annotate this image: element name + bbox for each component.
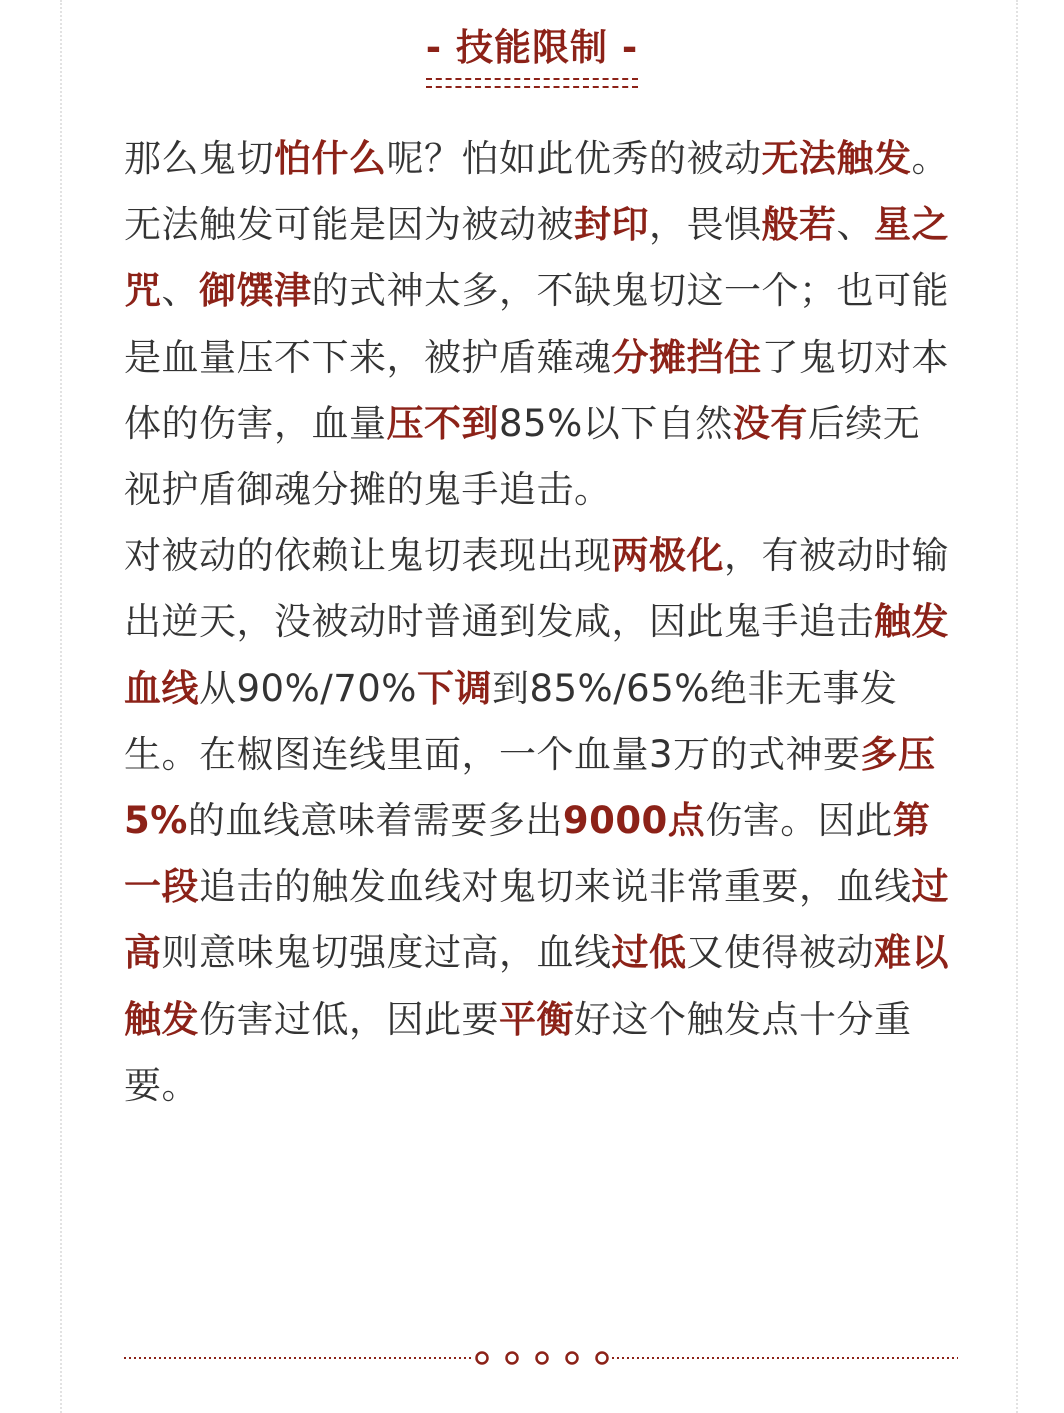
section-heading: [0, 22, 1064, 98]
divider-ring: [477, 1353, 488, 1364]
body-text: 好这个触发点十分重要。: [124, 997, 912, 1107]
body-text: 从90%/70%: [199, 666, 417, 710]
footer-divider: [124, 1348, 958, 1368]
body-text: 呢？怕如此优秀的被动: [386, 137, 762, 180]
highlight-text: 平衡: [499, 997, 574, 1041]
body-text: 、: [161, 269, 199, 313]
body-text: 到85%/65%绝非无事发生。在椒图连线里面，一个血量3万的式神要: [124, 666, 898, 776]
highlight-text: 般若: [761, 203, 837, 247]
highlight-text: 御馔津: [199, 269, 312, 313]
body-text: 又使得被动: [686, 931, 874, 975]
highlight-text: 没有: [732, 401, 808, 445]
highlight-text: 分摊挡住: [611, 335, 762, 379]
highlight-text: 过低: [611, 931, 687, 975]
body-text: 对被动的依赖让鬼切表现出现: [124, 534, 612, 578]
highlight-text: 下调: [416, 666, 492, 710]
body-text: ，有被动时输出逆天，没被动时普通到发咸，因此鬼手追击: [124, 534, 949, 644]
highlight-text: 两极化: [611, 534, 724, 578]
highlight-text: 过高: [124, 865, 949, 975]
divider-ring: [567, 1353, 578, 1364]
highlight-text: 压不到: [386, 401, 499, 445]
body-text: 无法触发可能是因为被动被: [124, 203, 574, 247]
body-text: 则意味鬼切强度过高，血线: [161, 931, 612, 975]
paragraph: [124, 192, 956, 523]
highlight-text: 9000点: [562, 799, 706, 843]
body-text: 了鬼切对本体的伤害，血量: [124, 335, 949, 445]
section-title: - 技能限制 -: [425, 26, 639, 69]
highlight-text: 封印: [574, 203, 649, 247]
body-text: 。: [911, 137, 949, 180]
highlight-text: 星之咒: [124, 203, 949, 313]
body-text: 85%以下自然: [499, 401, 733, 445]
body-text: 后续无视护盾御魂分摊的鬼手追击。: [124, 401, 921, 512]
highlight-text: 无法触发: [761, 137, 912, 180]
highlight-text: 怕什么: [274, 137, 387, 180]
highlight-text: 触发血线: [124, 600, 949, 710]
section-heading-block: [426, 22, 638, 98]
body-text: 的式神太多，不缺鬼切这一个；也可能是血量压不下来，被护盾薙魂: [124, 269, 949, 379]
left-frame-border: [60, 0, 62, 1413]
body-text: ，畏惧: [649, 203, 762, 247]
body-text: 、: [836, 203, 874, 247]
article-body: [124, 126, 956, 1119]
divider-ring: [507, 1353, 518, 1364]
right-frame-border: [1016, 0, 1018, 1413]
body-text: 伤害过低，因此要: [199, 997, 499, 1041]
highlight-text: 多压5%: [124, 732, 936, 843]
divider-ring: [597, 1353, 608, 1364]
body-text: 伤害。因此: [705, 799, 893, 843]
highlight-text: 难以触发: [124, 931, 949, 1041]
paragraph: [124, 523, 956, 1119]
section-title-underline: [426, 78, 638, 88]
body-text: 追击的触发血线对鬼切来说非常重要，血线: [199, 865, 912, 909]
footer-divider-graphic: [124, 1348, 958, 1368]
body-text: 那么鬼切: [124, 137, 274, 180]
paragraph: [124, 126, 956, 192]
divider-ring: [537, 1353, 548, 1364]
highlight-text: 第一段: [124, 799, 931, 909]
body-text: 的血线意味着需要多出: [187, 799, 563, 843]
